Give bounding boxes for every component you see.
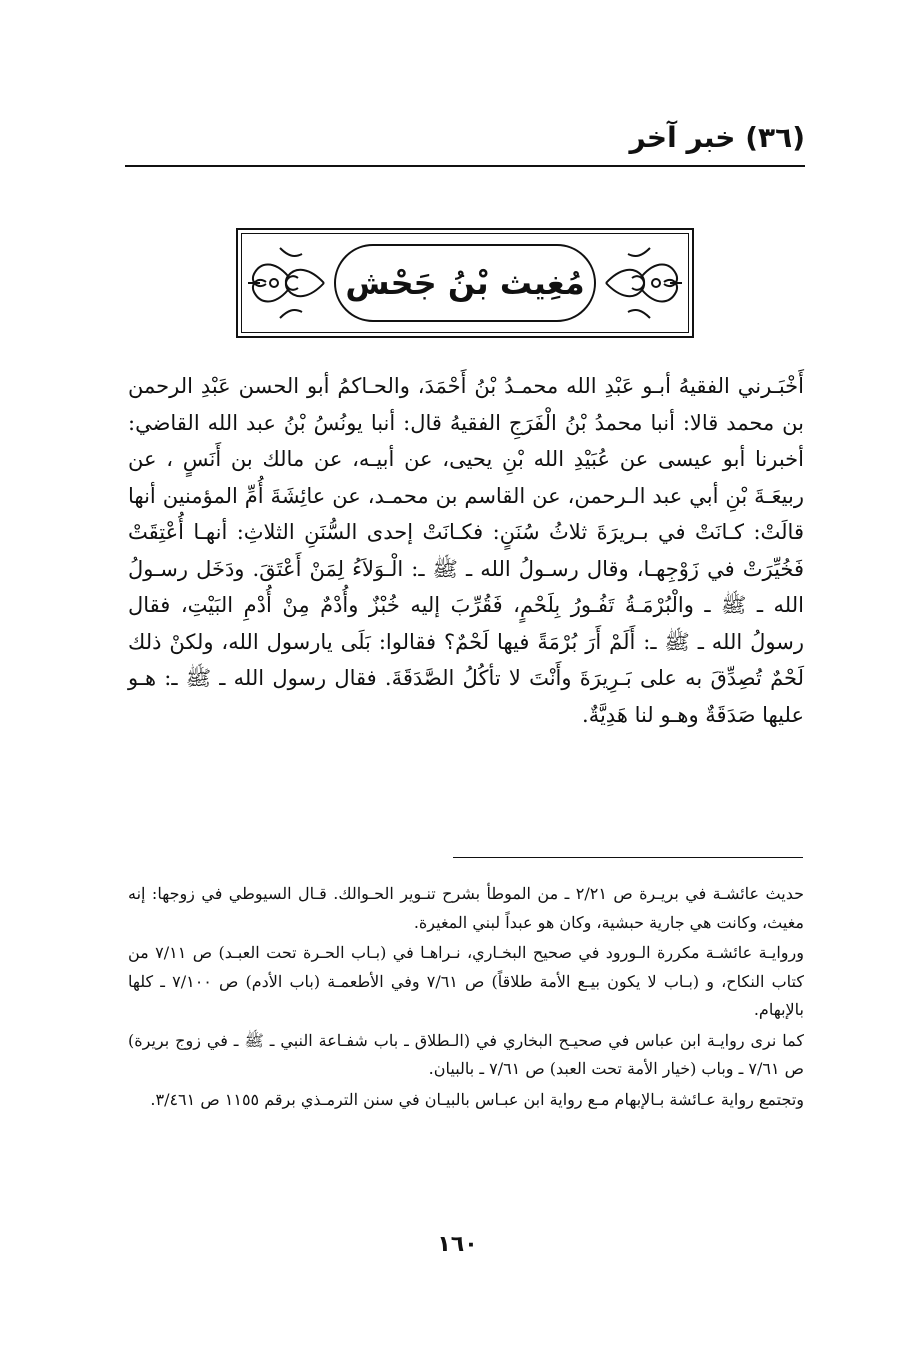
hadith-body bbox=[128, 368, 804, 733]
section-title-frame bbox=[236, 228, 694, 338]
section-title-cartouche bbox=[334, 244, 596, 322]
footnote: كما نرى روايـة ابن عباس في صحيـح البخاري في (الـطلاق ـ باب شفـاعة النبي ـ ﷺ ـ في زوج بريرة) ص ٧/٦١ ـ وباب (خيار الأمة تحت العبد) ص ٧/٦١ ـ بالبيان. bbox=[128, 1030, 804, 1078]
body-paragraph: أَخْبَـرني الفقيهُ أبـو عَبْدِ الله محمـدُ بْنُ أَحْمَدَ، والحـاكمُ أبو الحسن عَبْدِ الرحمن بن محمد قالا: أنبا محمدُ بْنُ الْفَرَجِ الفقيهُ قال: أنبا يونُسُ بْنُ عبد الله القاضي: أخبرنا أبو عيسى عن عُبَيْدِ الله بْنِ يحيى، عن أبيـه، عن مالك بن أَنَسٍ ، عن ربيعَـةَ بْنِ أبي عبد الـرحمن، عن القاسم بن محمـد، عن عائِشَةَ أُمِّ المؤمنين أنها قالَتْ: كـانَتْ في بـريرَةَ ثلاثُ سُنَنٍ: فكـانَتْ إحدى السُّنَنِ الثلاثِ: أنهـا أُعْتِقَتْ فَخُيِّرَتْ في زَوْجِهـا، وقال رسـولُ الله ـ ﷺ ـ: الْـوَلاَءُ لِمَنْ أَعْتَقَ. ودَخَل رسـولُ الله ـ ﷺ ـ والْبُرْمَـةُ تَفُـورُ بِلَحْمٍ، فَقُرِّبَ إليه خُبْزٌ وأُدْمٌ مِنْ أُدْمِ البَيْتِ، فقال رسولُ الله ـ ﷺ ـ: أَلَمْ أَرَ بُرْمَةً فيها لَحْمٌ؟ فقالوا: بَلَى يارسول الله، ولكنْ ذلك لَحْمٌ تُصِدِّقَ به على بَـرِيرَةَ وأَنْتَ لا تأكُلُ الصَّدَقَةَ. فقال رسول الله ـ ﷺ ـ: هـو عليها صَدَقَةٌ وهـو لنا هَدِيَّةٌ. bbox=[128, 374, 804, 727]
header-rule bbox=[125, 165, 805, 167]
section-title: مُغِيث بْنُ جَحْش bbox=[345, 264, 585, 302]
footnote: وتجتمع رواية عـائشة بـالإبهام مـع رواية ابن عبـاس بالبيـان في سنن الترمـذي برقم ١١٥٥ ص ٣/٤٦١. bbox=[150, 1089, 804, 1109]
footnote: وروايـة عائشـة مكررة الـورود في صحيح البخـاري، نـراهـا في (بـاب الحـرة تحت العبـد) ص ٧/١١ من كتاب النكاح، و (بـاب لا يكون بيـع الأمة طلاقاً) ص ٧/٦١ وفي الأطعمـة (باب الأدم) ص ٧/١٠٠ ـ كلها بالإبهام. bbox=[128, 943, 804, 1019]
page-number: ١٦٠ bbox=[437, 1232, 478, 1257]
footnote-separator bbox=[453, 857, 803, 858]
arabesque-ornament-icon bbox=[244, 238, 328, 328]
arabesque-ornament-icon bbox=[602, 238, 686, 328]
chapter-heading: (٣٦) خبر آخر bbox=[629, 121, 805, 154]
footnotes bbox=[128, 880, 804, 1116]
footnote: حديث عائشـة في بريـرة ص ٢/٢١ ـ من الموطأ بشرح تنـوير الحـوالك. قـال السيوطي في زوجها: إنه مغيث، وكانت هي جارية حبشية، وكان هو عبداً لبني المغيرة. bbox=[128, 884, 804, 932]
